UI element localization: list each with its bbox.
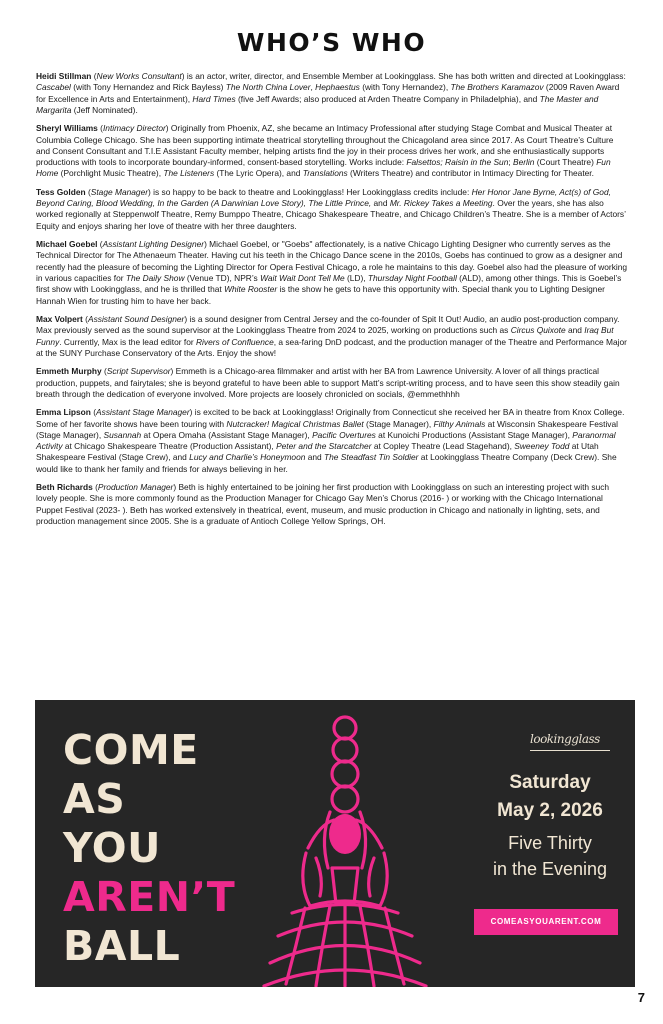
masked-figure-illustration <box>250 708 440 987</box>
bio-text: (Jeff Nominated). <box>71 104 138 115</box>
bio-paragraph <box>36 482 628 527</box>
bio-title-text: Hephaestus <box>315 82 360 93</box>
bio-title-text: Cascabel <box>36 82 71 93</box>
bio-text: ; <box>508 157 514 168</box>
logo-underline <box>530 750 610 751</box>
bio-text: at Utah Shakespeare Festival (Stage Crew), and <box>36 441 599 463</box>
bio-title-text: Wait Wait Dont Tell Me <box>260 273 345 284</box>
bio-text: ( <box>91 71 97 81</box>
bios-section <box>36 71 628 534</box>
bio-name: Max Volpert <box>36 314 83 325</box>
bio-name: Beth Richards <box>36 482 93 493</box>
bio-title-text: The Daily Show <box>125 273 185 284</box>
bio-text: and <box>305 452 325 463</box>
bio-text: ) is a sound designer from Central Jersey and the co-founder of Spit It Out! Audio, an audio post-production company. Max previously served as the sound supervisor at the Lookingglass Theatre from 2024 to 2025, working on productions such as <box>36 314 620 336</box>
bio-text: (Court Theatre) <box>534 157 597 168</box>
bio-text: (five Jeff Awards; also produced at Arden Theatre Company in Philadelphia), and <box>235 93 540 104</box>
bio-title-text: Paranormal Activity <box>36 429 616 452</box>
bio-text: (Porchlight Music Theatre), <box>58 168 164 179</box>
bio-text: (The Lyric Opera), and <box>214 168 303 179</box>
bio-title-text: Translations <box>302 168 348 179</box>
bio-text: at Copley Theatre (Lead Stagehand), <box>371 441 515 452</box>
bio-paragraph <box>36 366 628 400</box>
bio-title-text: The Steadfast Tin Soldier <box>324 452 419 463</box>
bio-title-text: Production Manager <box>97 482 174 493</box>
page-title: WHO’S WHO <box>236 28 427 57</box>
bio-text: and <box>371 198 390 209</box>
bio-title-text: Script Supervisor <box>106 366 171 377</box>
bio-text: at Wisconsin Shakespeare Festival (Stage Manager), <box>36 418 619 440</box>
ad-headline-line: AREN’T <box>63 873 236 921</box>
bio-paragraph <box>36 239 628 307</box>
event-date: May 2, 2026 <box>497 800 603 821</box>
bio-title-text: Rivers of Confluence <box>195 336 274 347</box>
bio-text: , a sea-faring DnD podcast, and the production manager of the Theatre and Performance Major at the SUNY Purchase Conservatory of the Arts. Enjoy the show! <box>36 336 627 358</box>
bio-title-text: Hard Times <box>192 93 236 104</box>
lookingglass-logo: lookingglass <box>530 732 600 746</box>
bio-name: Heidi Stillman <box>36 71 92 81</box>
bio-text: ( <box>101 366 107 377</box>
ad-headline-line: YOU <box>63 824 161 872</box>
bio-text: is the show he gets to have this opportunity with. Special thank you to Lighting Designer Hannah Wien for trusting him to have her back. <box>36 284 605 306</box>
bio-title-text: Assistant Lighting Designer <box>102 239 205 250</box>
bio-text: (ALD), among other things. This is Goebel’s first show with Lookingglass, and he is thrilled that <box>36 273 622 295</box>
bio-paragraph <box>36 314 628 359</box>
bio-name: Tess Golden <box>36 186 86 197</box>
bio-text: (Venue TD), NPR’s <box>184 273 261 284</box>
bio-text: (Stage Manager), <box>363 418 434 429</box>
bio-title-text: The Brothers Karamazov <box>450 82 544 93</box>
bio-text: , <box>310 82 316 93</box>
bio-text: (Writers Theatre) and contributor in Intimacy Directing for Theater. <box>347 168 594 179</box>
bio-title-text: The Listeners <box>163 168 215 179</box>
event-day: Saturday <box>509 772 591 793</box>
ball-advertisement <box>35 700 635 987</box>
bio-name: Sheryl Williams <box>36 123 98 134</box>
bio-title-text: Nutcracker! Magical Christmas Ballet <box>226 418 364 429</box>
bio-title-text: Her Honor Jane Byrne, Act(s) of God, Beyond Caring, Blood Wedding, In the Garden (A Darwinian Love Story), The Little Prince, <box>36 186 611 209</box>
ad-headline-line: COME <box>63 726 199 774</box>
bio-text: ( <box>90 407 97 418</box>
bio-text: ) is an actor, writer, director, and Ensemble Member at Lookingglass. She has both written and directed at Lookingglass: <box>181 71 626 81</box>
bio-title-text: Intimacy Director <box>102 123 166 134</box>
bio-paragraph <box>36 123 628 179</box>
bio-text: ) Emmeth is a Chicago-area filmmaker and artist with her BA from Lawrence University. A lover of all things practical production, puppets, and fairytales; she is beyond grateful to have been able to support Matt’s script-writing process, and to have seen this show steadily gain breath through the dedication of everyone involved. More projects are loosely chronicled on socials, @emmethhhh <box>36 366 620 399</box>
bio-title-text: Assistant Sound Designer <box>87 314 185 325</box>
bio-text: at Lookingglass Theatre Company (Deck Crew). She would like to thank her family and friends for always believing in her. <box>36 452 617 474</box>
bio-title-text: Iraq But Funny <box>36 325 614 347</box>
bio-paragraph <box>36 407 628 475</box>
ad-headline <box>63 726 235 971</box>
bio-text: ) is so happy to be back to theatre and Lookingglass! Her Lookingglass credits include: <box>148 186 472 197</box>
bio-title-text: Mr. Rickey Takes a Meeting <box>389 198 493 209</box>
bio-text: at Opera Omaha (Assistant Stage Manager), <box>141 429 313 440</box>
bio-title-text: The North China Lover <box>225 82 311 93</box>
bio-text: ( <box>97 239 103 250</box>
bio-title-text: Circus Quixote <box>510 325 566 336</box>
event-time-suffix: in the Evening <box>492 859 608 879</box>
bio-text: . Over the years, she has also worked regionally at Steppenwolf Theatre, Remy Bumppo Theatre, Chicago Shakespeare Theatre, and Chicago Children’s Theatre. She is a member of Actors’ Equity and enjoys sharing her love of theatre with her three daughters. <box>36 198 626 231</box>
bio-title-text: Peter and the Starcatcher <box>276 441 372 452</box>
ad-headline-line: BALL <box>63 922 181 970</box>
bio-title-text: Pacific Overtures <box>312 429 376 440</box>
bio-title-text: Filthy Animals <box>433 418 486 429</box>
bio-paragraph <box>36 187 628 232</box>
bio-title-text: Stage Manager <box>90 186 149 197</box>
bio-title-text: Assistant Stage Manager <box>96 407 190 418</box>
bio-text: ) Beth is highly entertained to be joining her first production with Lookingglass on such an interesting project with such lovely people. She is more commonly found as the Production Manager for Chicago Gay Men’s Chorus (2016- ) or working with the Chicago International Puppet Festival (2023- ). Beth has worked extensively in theatrical, event, museum, and music production in Chicago and nationally in lighting, sets, and production management since 2005. She is a graduate of Antioch College Yellow Springs, OH. <box>36 482 610 527</box>
bio-title-text: Berlin <box>513 157 535 168</box>
bio-text: ( <box>85 186 91 197</box>
bio-text: ) Originally from Phoenix, AZ, she became an Intimacy Professional after studying Stage Combat and Musical Theater at Columbia College Chicago. She has been supporting intimate theatrical storytelling throughout the Chicagoland area since 2017. As Court Theatre’s Culture and Consent Consultant and T.I.E Assistant Faculty member, helping artists find the joy in their process drives her work, and she enthusiastically supports productions with tools to incorporate boundary-informed, consent-based storytelling. Works include: <box>36 123 614 168</box>
ad-headline-line: AS <box>63 775 126 823</box>
bio-text: (with Tony Hernandez and Rick Bayless) <box>70 82 226 93</box>
bio-paragraph <box>36 71 628 116</box>
bio-text: and <box>565 325 585 336</box>
bio-text: ( <box>97 123 103 134</box>
website-link-button[interactable]: COMEASYOUARENT.COM <box>474 909 618 935</box>
bio-text: ( <box>92 482 98 493</box>
bio-text: at Chicago Shakespeare Theatre (Production Assistant), <box>62 441 277 452</box>
bio-title-text: New Works Consultant <box>96 71 182 81</box>
bio-title-text: White Rooster <box>224 284 278 295</box>
bio-title-text: Thursday Night Football <box>367 273 457 284</box>
bio-name: Emmeth Murphy <box>36 366 102 377</box>
bio-title-text: Susannah <box>103 429 142 440</box>
bio-text: (2009 Raven Award for Excellence in Arts and Entertainment), <box>36 82 620 104</box>
bio-title-text: Sweeney Todd <box>514 441 570 452</box>
bio-text: ( <box>82 314 88 325</box>
page-number: 7 <box>637 990 645 1005</box>
bio-title-text: Lucy and Charlie’s Honeymoon <box>189 452 306 463</box>
bio-title-text: The Master and Margarita <box>36 93 599 115</box>
bio-text: at Kunoichi Productions (Assistant Stage Manager), <box>375 429 573 440</box>
bio-name: Emma Lipson <box>36 407 91 418</box>
bio-text: ) Michael Goebel, or "Goebs" affectionately, is a native Chicago Lighting Designer who currently serves as the Technical Director for The Athenaeum Theater. Having cut his teeth in the Chicago Dance scene in the 2010s, Goebs has continued to grow as a designer and recently had the pleasure of becoming the Lighting Director for Opera Festival Chicago, a role he maintains to this day. Goebel also had the pleasure of working in various capacities for <box>36 239 628 284</box>
bio-text: ) is excited to be back at Lookingglass! Originally from Connecticut she received her BA in theatre from Knox College. Some of her favorite shows have been touring with <box>36 407 625 429</box>
bio-text: . Currently, Max is the lead editor for <box>59 336 196 347</box>
bio-text: (with Tony Hernandez), <box>359 82 451 93</box>
event-time: Five Thirty <box>508 833 592 853</box>
bio-text: (LD), <box>344 273 368 284</box>
bio-title-text: Fun Home <box>36 157 611 179</box>
bio-title-text: Falsettos; Raisin in the Sun <box>406 157 509 168</box>
bio-name: Michael Goebel <box>36 239 98 250</box>
